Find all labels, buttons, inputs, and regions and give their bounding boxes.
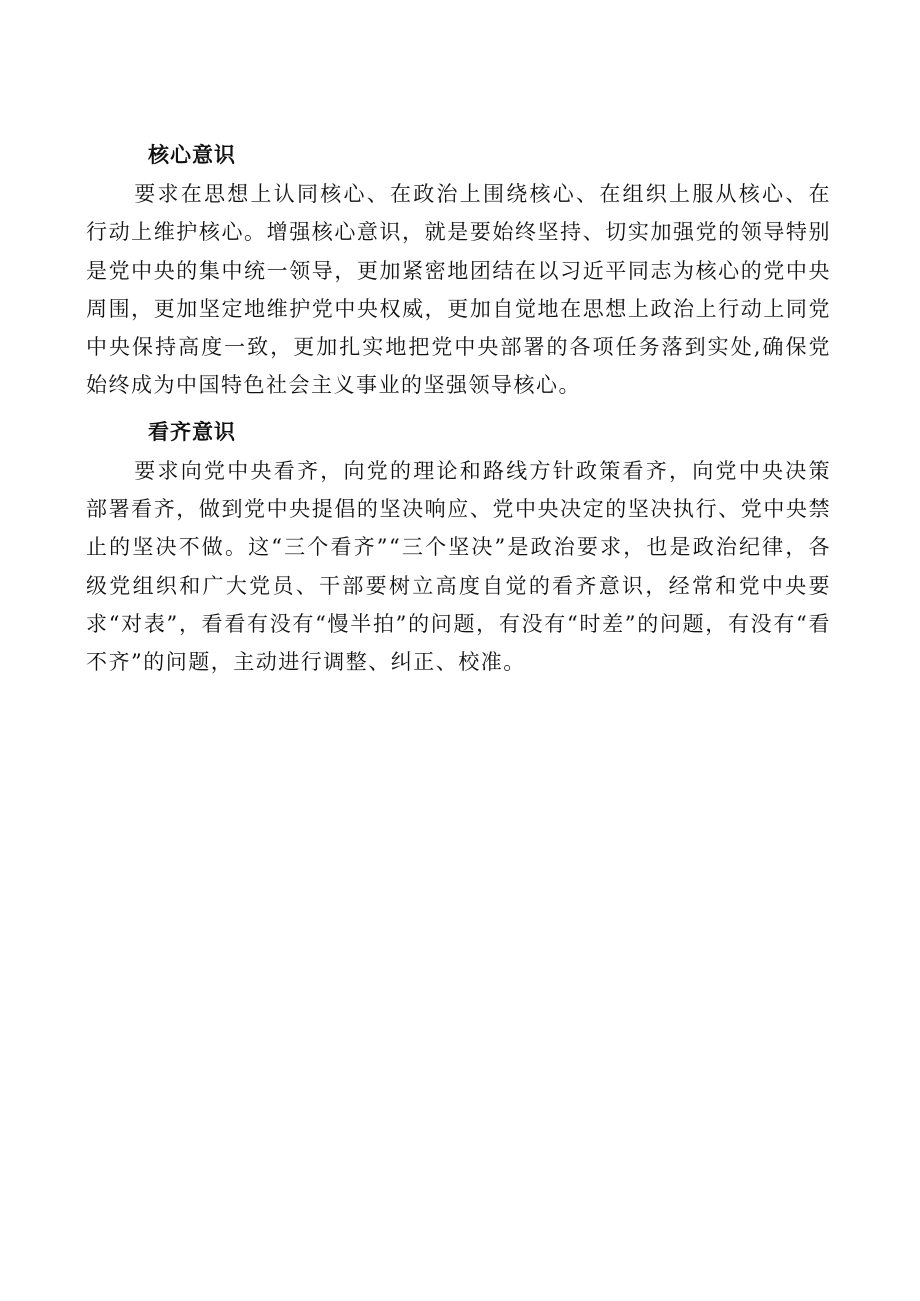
section-heading-core-awareness: 核心意识 — [148, 143, 236, 167]
section-heading-alignment-awareness: 看齐意识 — [148, 419, 236, 444]
section-body-alignment-awareness: 要求向党中央看齐，向党的理论和路线方针政策看齐，向党中央决策部署看齐，做到党中央提倡的坚决响应、党中央决定的坚决执行、党中央禁止的坚决不做。这“三个看齐”“三个坚决”是政治要求，也是政治纪律，各级党组织和广大党员、干部要树立高度自觉的看齐意识，经常和党中央要求“对表”，看看有没有“慢半拍”的问题，有没有“时差”的问题，有没有“看不齐”的问题，主动进行调整、纠正、校准。 — [86, 458, 831, 675]
document-content — [86, 135, 831, 689]
section-body-core-awareness: 要求在思想上认同核心、在政治上围绕核心、在组织上服从核心、在行动上维护核心。增强核心意识，就是要始终坚持、切实加强党的领导特别是党中央的集中统一领导，更加紧密地团结在以习近平同志为核心的党中央周围，更加坚定地维护党中央权威，更加自觉地在思想上政治上行动上同党中央保持高度一致，更加扎实地把党中央部署的各项任务落到实处,确保党始终成为中国特色社会主义事业的坚强领导核心。 — [86, 182, 831, 398]
